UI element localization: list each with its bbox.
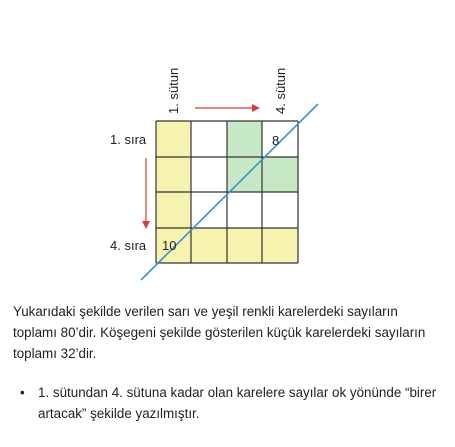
column-direction-arrow [195,104,260,112]
row-direction-arrow [142,158,150,229]
problem-paragraph: Yukarıdaki şekilde verilen sarı ve yeşil renkli karelerdeki sayıların toplamı 80’dir. Köşegeni şekilde gösterilen küçük karelerdeki sayıların toplamı 32’dir. [13,304,426,361]
bullet-dot: • [20,385,25,400]
cell-value-r4c1: 10 [162,238,177,253]
bullet-text: 1. sütundan 4. sütuna kadar olan karelere sayılar ok yönünde “birer artacak” şekilde yazılmıştır. [38,385,437,421]
green-cell-r1c3 [227,121,262,157]
yellow-cell-r4c2 [191,228,227,263]
column-label-1: 1. sütun [166,67,181,114]
yellow-cell-r3c1 [156,192,191,228]
yellow-cell-r4c4 [262,228,298,263]
yellow-cell-r1c1 [156,121,191,157]
row-label-4: 4. sıra [110,238,147,253]
green-cell-r2c3 [227,157,262,192]
column-label-4: 4. sütun [273,67,288,114]
yellow-cell-r2c1 [156,157,191,192]
green-cell-r2c4 [262,157,298,192]
yellow-cell-r4c3 [227,228,262,263]
cell-value-r1c4: 8 [272,133,280,148]
row-label-1: 1. sıra [110,132,147,147]
